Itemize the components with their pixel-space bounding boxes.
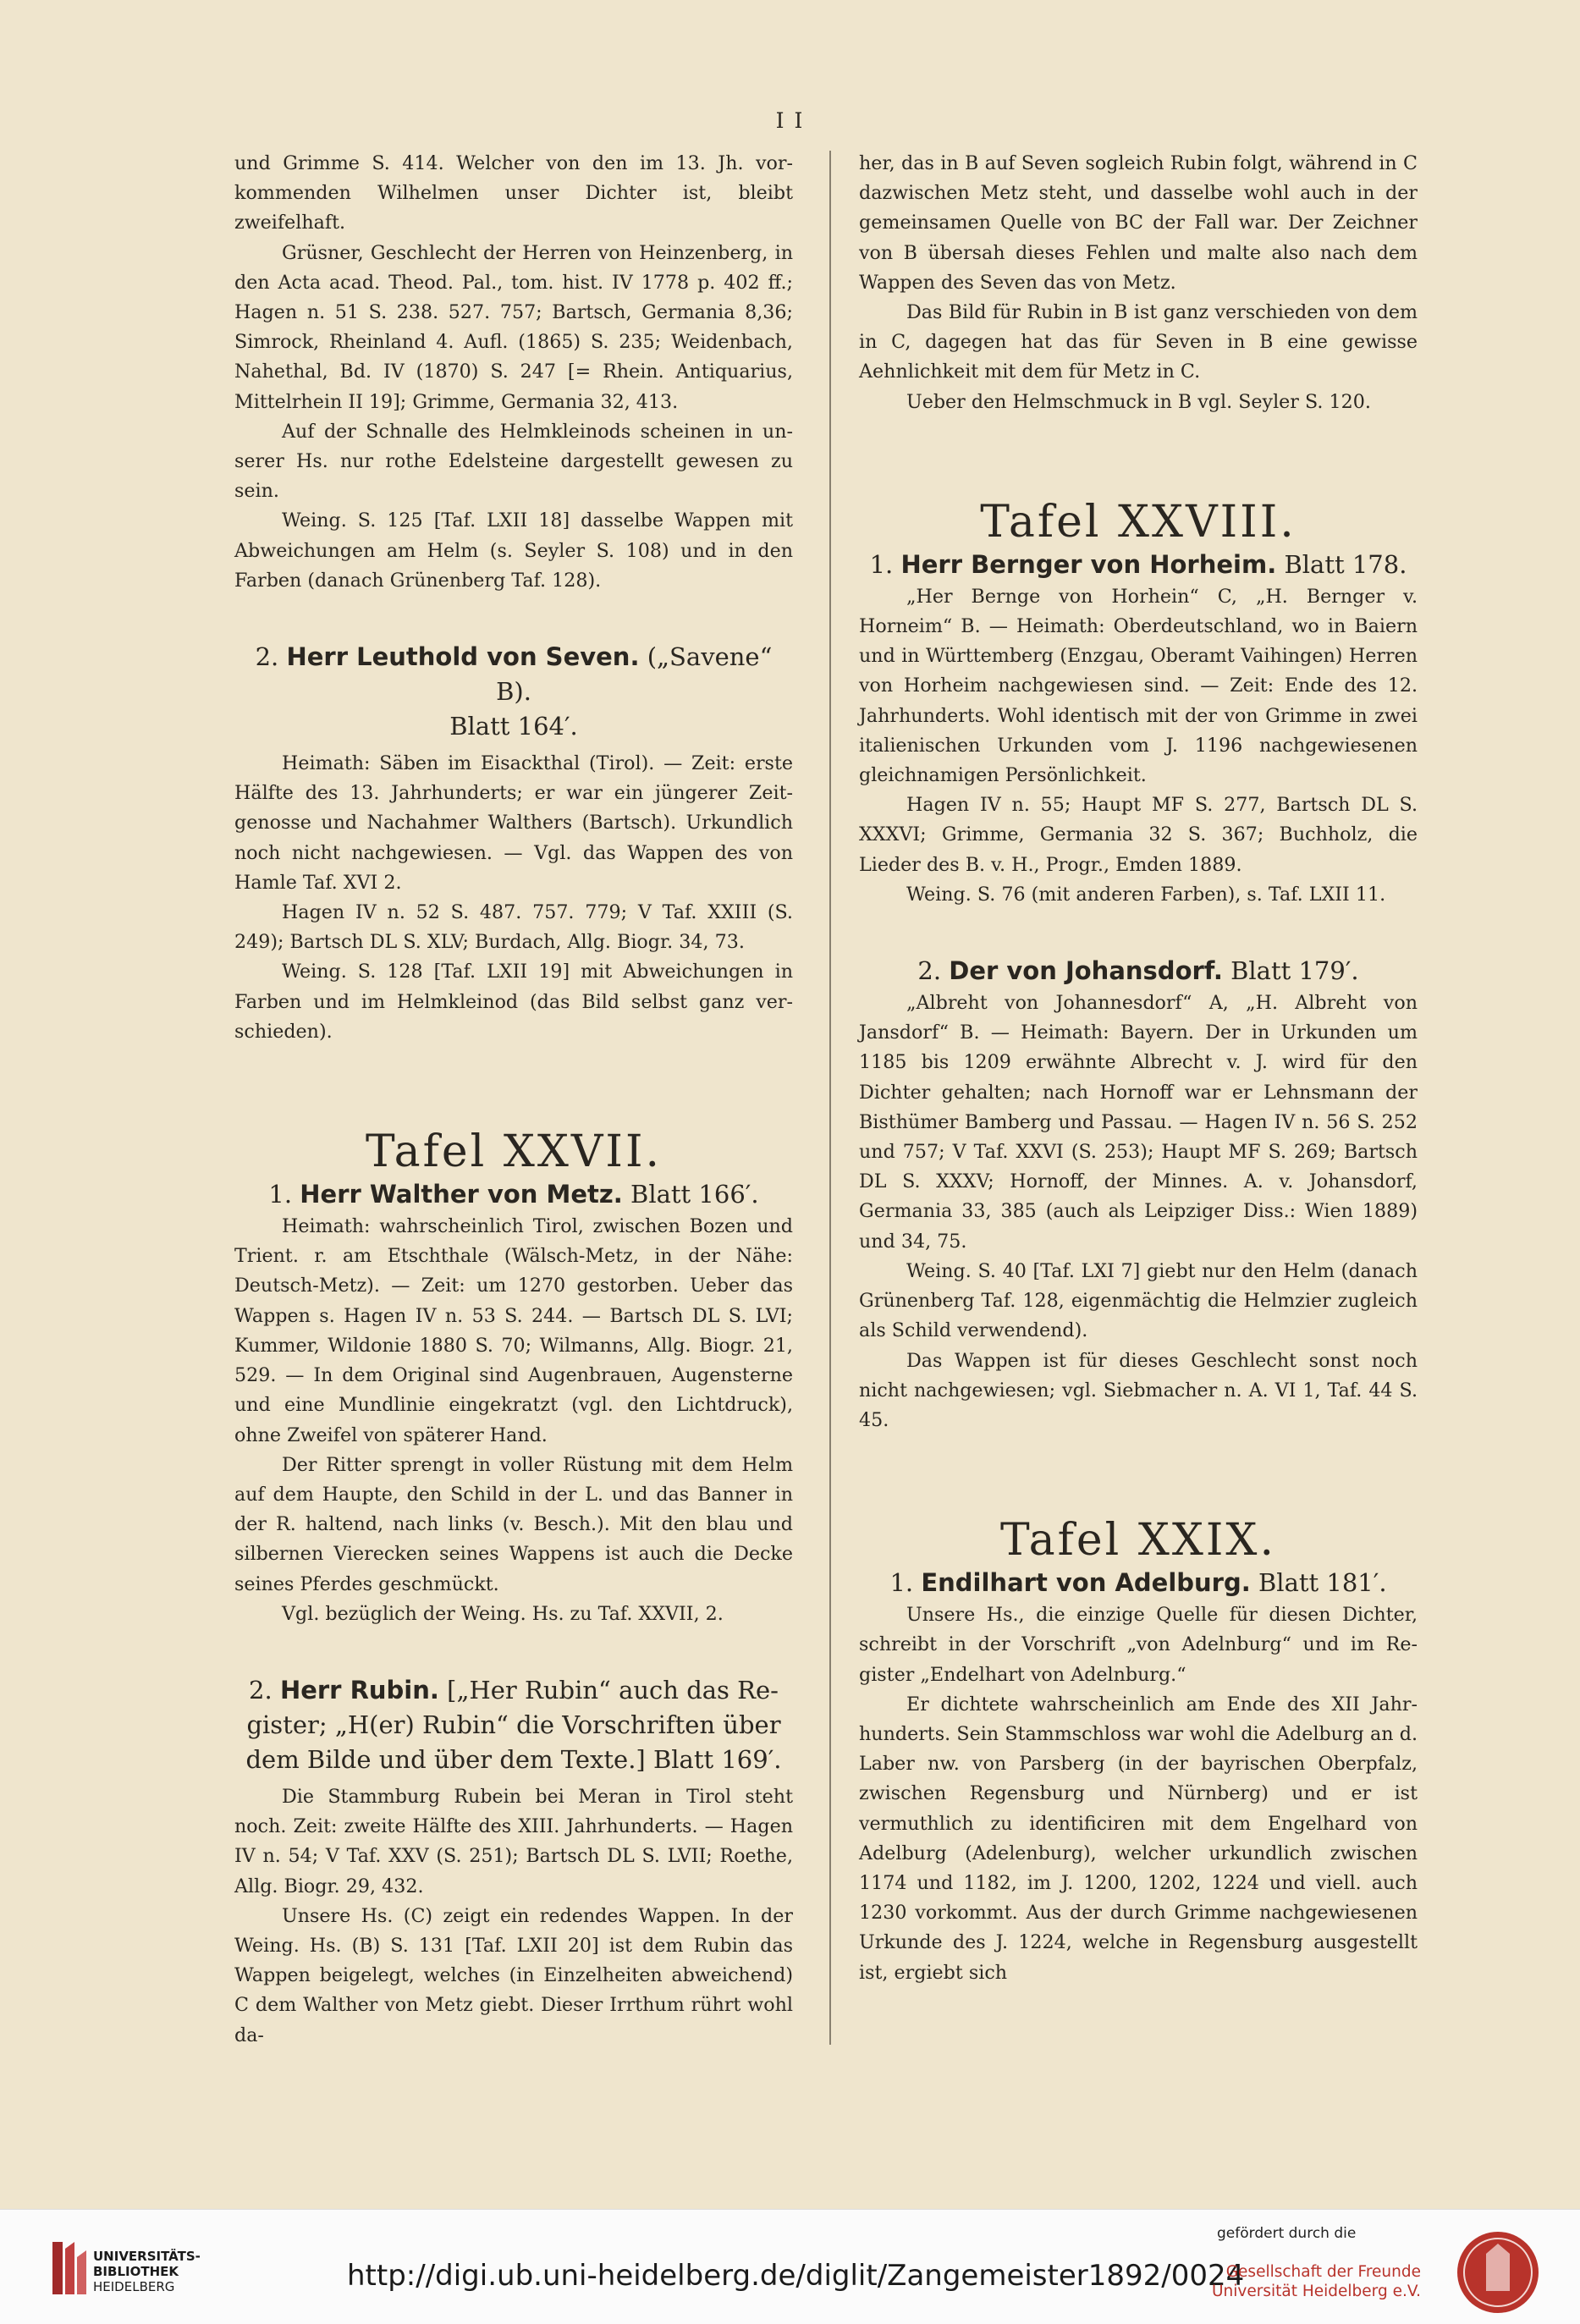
section-heading-johansdorf: 2. Der von Johansdorf. Blatt 179′. [917, 956, 1359, 986]
paragraph: „Her Bernge von Horhein“ C, „H. Bernger v. Horneim“ B. — Heimath: Oberdeutschland, wo in Baiern und in Württemberg (Enzgau, Oberamt Vaihingen) Herren von Horheim nachgewiesen sind. — Zeit: Ende des 12. Jahrhunderts. Wohl identisch mit der von Grimme in zwei italienischen Urkunden vom J. 1196 nachgewiesenen gleichnamigen Persönlichkeit. [859, 585, 1418, 787]
paragraph: Weing. S. 76 (mit anderen Farben), s. Taf. LXII 11. [906, 883, 1386, 906]
plate-title-xxviii: Tafel XXVIII. [980, 496, 1296, 548]
section-heading-leuthold: 2. Herr Leuthold von Seven. („Savene“ B). Blatt 164′. [255, 642, 773, 741]
funding-note: gefördert durch die [1217, 2225, 1357, 2242]
paragraph: Ueber den Helmschmuck in B vgl. Seyler S. 120. [906, 390, 1371, 413]
section-heading-rubin: 2. Herr Rubin. [„Her Rubin“ auch das Re- gister; „H(er) Rubin“ die Vorschriften über dem Bilde und über dem Texte.] Blatt 169′. [245, 1675, 782, 1774]
paragraph: Unsere Hs., die einzige Quelle für diesen Dichter, schreibt in der Vorschrift „von Adelnburg“ und im Register „Endelhart von Adelnburg.“ [859, 1604, 1418, 1686]
library-logo-icon [51, 2240, 88, 2296]
plate-title-xxvii: Tafel XXVII. [365, 1126, 663, 1178]
paragraph: Hagen IV n. 55; Haupt MF S. 277, Bartsch DL S. XXXVI; Grimme, Germania 32 S. 367; Buchholz, die Lieder des B. v. H., Progr., Emden 1889. [859, 794, 1418, 876]
footer-bar [0, 2209, 1580, 2324]
paragraph: Das Wappen ist für dieses Geschlecht sonst noch nicht nachgewiesen; vgl. Siebmacher n. A. VI 1, Taf. 44 S. 45. [859, 1349, 1418, 1431]
paragraph: Das Bild für Rubin in B ist ganz verschieden von dem in C, dagegen hat das für Seven in B eine gewisse Aehnlichkeit mit dem für Metz in C. [859, 301, 1418, 383]
paragraph: Er dichtete wahrscheinlich am Ende des XII Jahrhunderts. Sein Stammschloss war wohl die Adelburg an d. Laber nw. von Parsberg (in der bayrischen Oberpfalz, zwischen Regensburg und Nürnberg) und er ist vermuthlich zu identificiren mit dem Engelhard von Adelburg (Adelenburg), welcher urkundlich zwischen 1174 und 1182, im J. 1200, 1202, 1224 und viell. auch 1230 vorkommt. Aus der durch Grimme nachgewiesenen Urkunde des J. 1224, welche in Regensburg ausgestellt ist, ergiebt sich [859, 1693, 1418, 1984]
paragraph: Unsere Hs. (C) zeigt ein redendes Wappen. In der Weing. Hs. (B) S. 131 [Taf. LXII 20] ist dem Rubin das Wappen beigelegt, welches (in Einzelheiten abweichend) C dem Walther von Metz giebt. Dieser Irrthum rührt wohl da- [234, 1904, 793, 2046]
paragraph: her, das in B auf Seven sogleich Rubin folgt, während in C dazwischen Metz steht, und dasselbe wohl auch in der gemeinsamen Quelle von BC der Fall war. Der Zeichner von B übersah dieses Fehlen und malte also nach dem Wappen des Seven das von Metz. [859, 152, 1418, 294]
section-heading-endilhart: 1. Endilhart von Adelburg. Blatt 181′. [889, 1568, 1387, 1598]
sponsor-name: Gesellschaft der Freunde Universität Heidelberg e.V. [1212, 2263, 1421, 2300]
paragraph: Auf der Schnalle des Helmkleinods scheinen in unserer Hs. nur rothe Edelsteine dargestellt gewesen zu sein. [234, 420, 793, 503]
paragraph: Vgl. bezüglich der Weing. Hs. zu Taf. XXVII, 2. [282, 1602, 724, 1625]
permalink-link[interactable]: http://digi.ub.uni-heidelberg.de/diglit/Zangemeister1892/0024 [347, 2259, 1245, 2293]
paragraph: Weing. S. 40 [Taf. LXI 7] giebt nur den Helm (danach Grünenberg Taf. 128, eigenmächtig die Helmzier zugleich als Schild verwendend). [859, 1259, 1418, 1342]
right-column [859, 149, 1418, 1988]
paragraph: Weing. S. 125 [Taf. LXII 18] dasselbe Wappen mit Abweichungen am Helm (s. Seyler S. 108) und in den Farben (danach Grünenberg Taf. 128). [234, 509, 793, 592]
paragraph: Hagen IV n. 52 S. 487. 757. 779; V Taf. XXIII (S. 249); Bartsch DL S. XLV; Burdach, Allg. Biogr. 34, 73. [234, 901, 793, 954]
page-number: I I [775, 108, 805, 133]
section-heading-bernger: 1. Herr Bernger von Horheim. Blatt 178. [869, 549, 1407, 579]
left-column [234, 149, 793, 2051]
paragraph: Heimath: wahrscheinlich Tirol, zwischen Bozen und Trient. r. am Etschthale (Wälsch-Metz, in der Nähe: Deutsch-Metz). — Zeit: um 1270 gestorben. Ueber das Wappen s. Hagen IV n. 53 S. 244. — Bartsch DL S. LVI; Kummer, Wildonie 1880 S. 70; Wilmanns, Allg. Biogr. 21, 529. — In dem Original sind Augenbrauen, Augensterne und eine Mundlinie eingekratzt (vgl. den Lichtdruck), ohne Zweifel von späterer Hand. [234, 1215, 793, 1446]
library-name: UNIVERSITÄTS- BIBLIOTHEK HEIDELBERG [93, 2249, 201, 2294]
column-divider [829, 151, 831, 2045]
paragraph: Die Stammburg Rubein bei Meran in Tirol steht noch. Zeit: zweite Hälfte des XIII. Jahrhunderts. — Hagen IV n. 54; V Taf. XXV (S. 251); Bartsch DL S. LVII; Roethe, Allg. Biogr. 29, 432. [234, 1785, 793, 1897]
paragraph: Weing. S. 128 [Taf. LXII 19] mit Abweichungen in Farben und im Helmkleinod (das Bild selbst ganz verschieden). [234, 961, 793, 1043]
section-heading-walther: 1. Herr Walther von Metz. Blatt 166′. [268, 1180, 759, 1209]
paragraph: Der Ritter sprengt in voller Rüstung mit dem Helm auf dem Haupte, den Schild in der L. und das Banner in der R. haltend, nach links (v. Besch.). Mit den blau und silbernen Vierecken seines Wappens ist auch die Decke seines Pferdes geschmückt. [234, 1453, 793, 1595]
paragraph: „Albreht von Johannesdorf“ A, „H. Albreht von Jansdorf“ B. — Heimath: Bayern. Der in Urkunden um 1185 bis 1209 erwähnte Albrecht v. J. wird für den Dichter gehalten; nach Hornoff war er Lehnsmann der Bisthümer Bamberg und Passau. — Hagen IV n. 56 S. 252 und 757; V Taf. XXVI (S. 253); Haupt MF S. 269; Bartsch DL S. XXXV; Hornoff, der Minnes. A. v. Johansdorf, Germania 33, 385 (auch als Leipziger Diss.: Wien 1889) und 34, 75. [859, 992, 1418, 1253]
paragraph: Grüsner, Geschlecht der Herren von Heinzenberg, in den Acta acad. Theod. Pal., tom. hist. IV 1778 p. 402 ff.; Hagen n. 51 S. 238. 527. 757; Bartsch, Germania 8,36; Simrock, Rheinland 4. Aufl. (1865) S. 235; Weidenbach, Nahethal, Bd. IV (1870) S. 247 [= Rhein. Antiquarius, Mittelrhein II 19]; Grimme, Germania 32, 413. [234, 241, 793, 413]
plate-title-xxix: Tafel XXIX. [1000, 1515, 1276, 1567]
university-seal-icon [1456, 2230, 1540, 2315]
paragraph: und Grimme S. 414. Welcher von den im 13. Jh. vorkommenden Wilhelmen unser Dichter ist, bleibt zweifelhaft. [234, 152, 793, 234]
paragraph: Heimath: Säben im Eisackthal (Tirol). — Zeit: erste Hälfte des 13. Jahrhunderts; er war ein jüngerer Zeitgenosse und Nachahmer Walthers (Bartsch). Urkundlich noch nicht nachgewiesen. — Vgl. das Wappen des von Hamle Taf. XVI 2. [234, 752, 793, 894]
